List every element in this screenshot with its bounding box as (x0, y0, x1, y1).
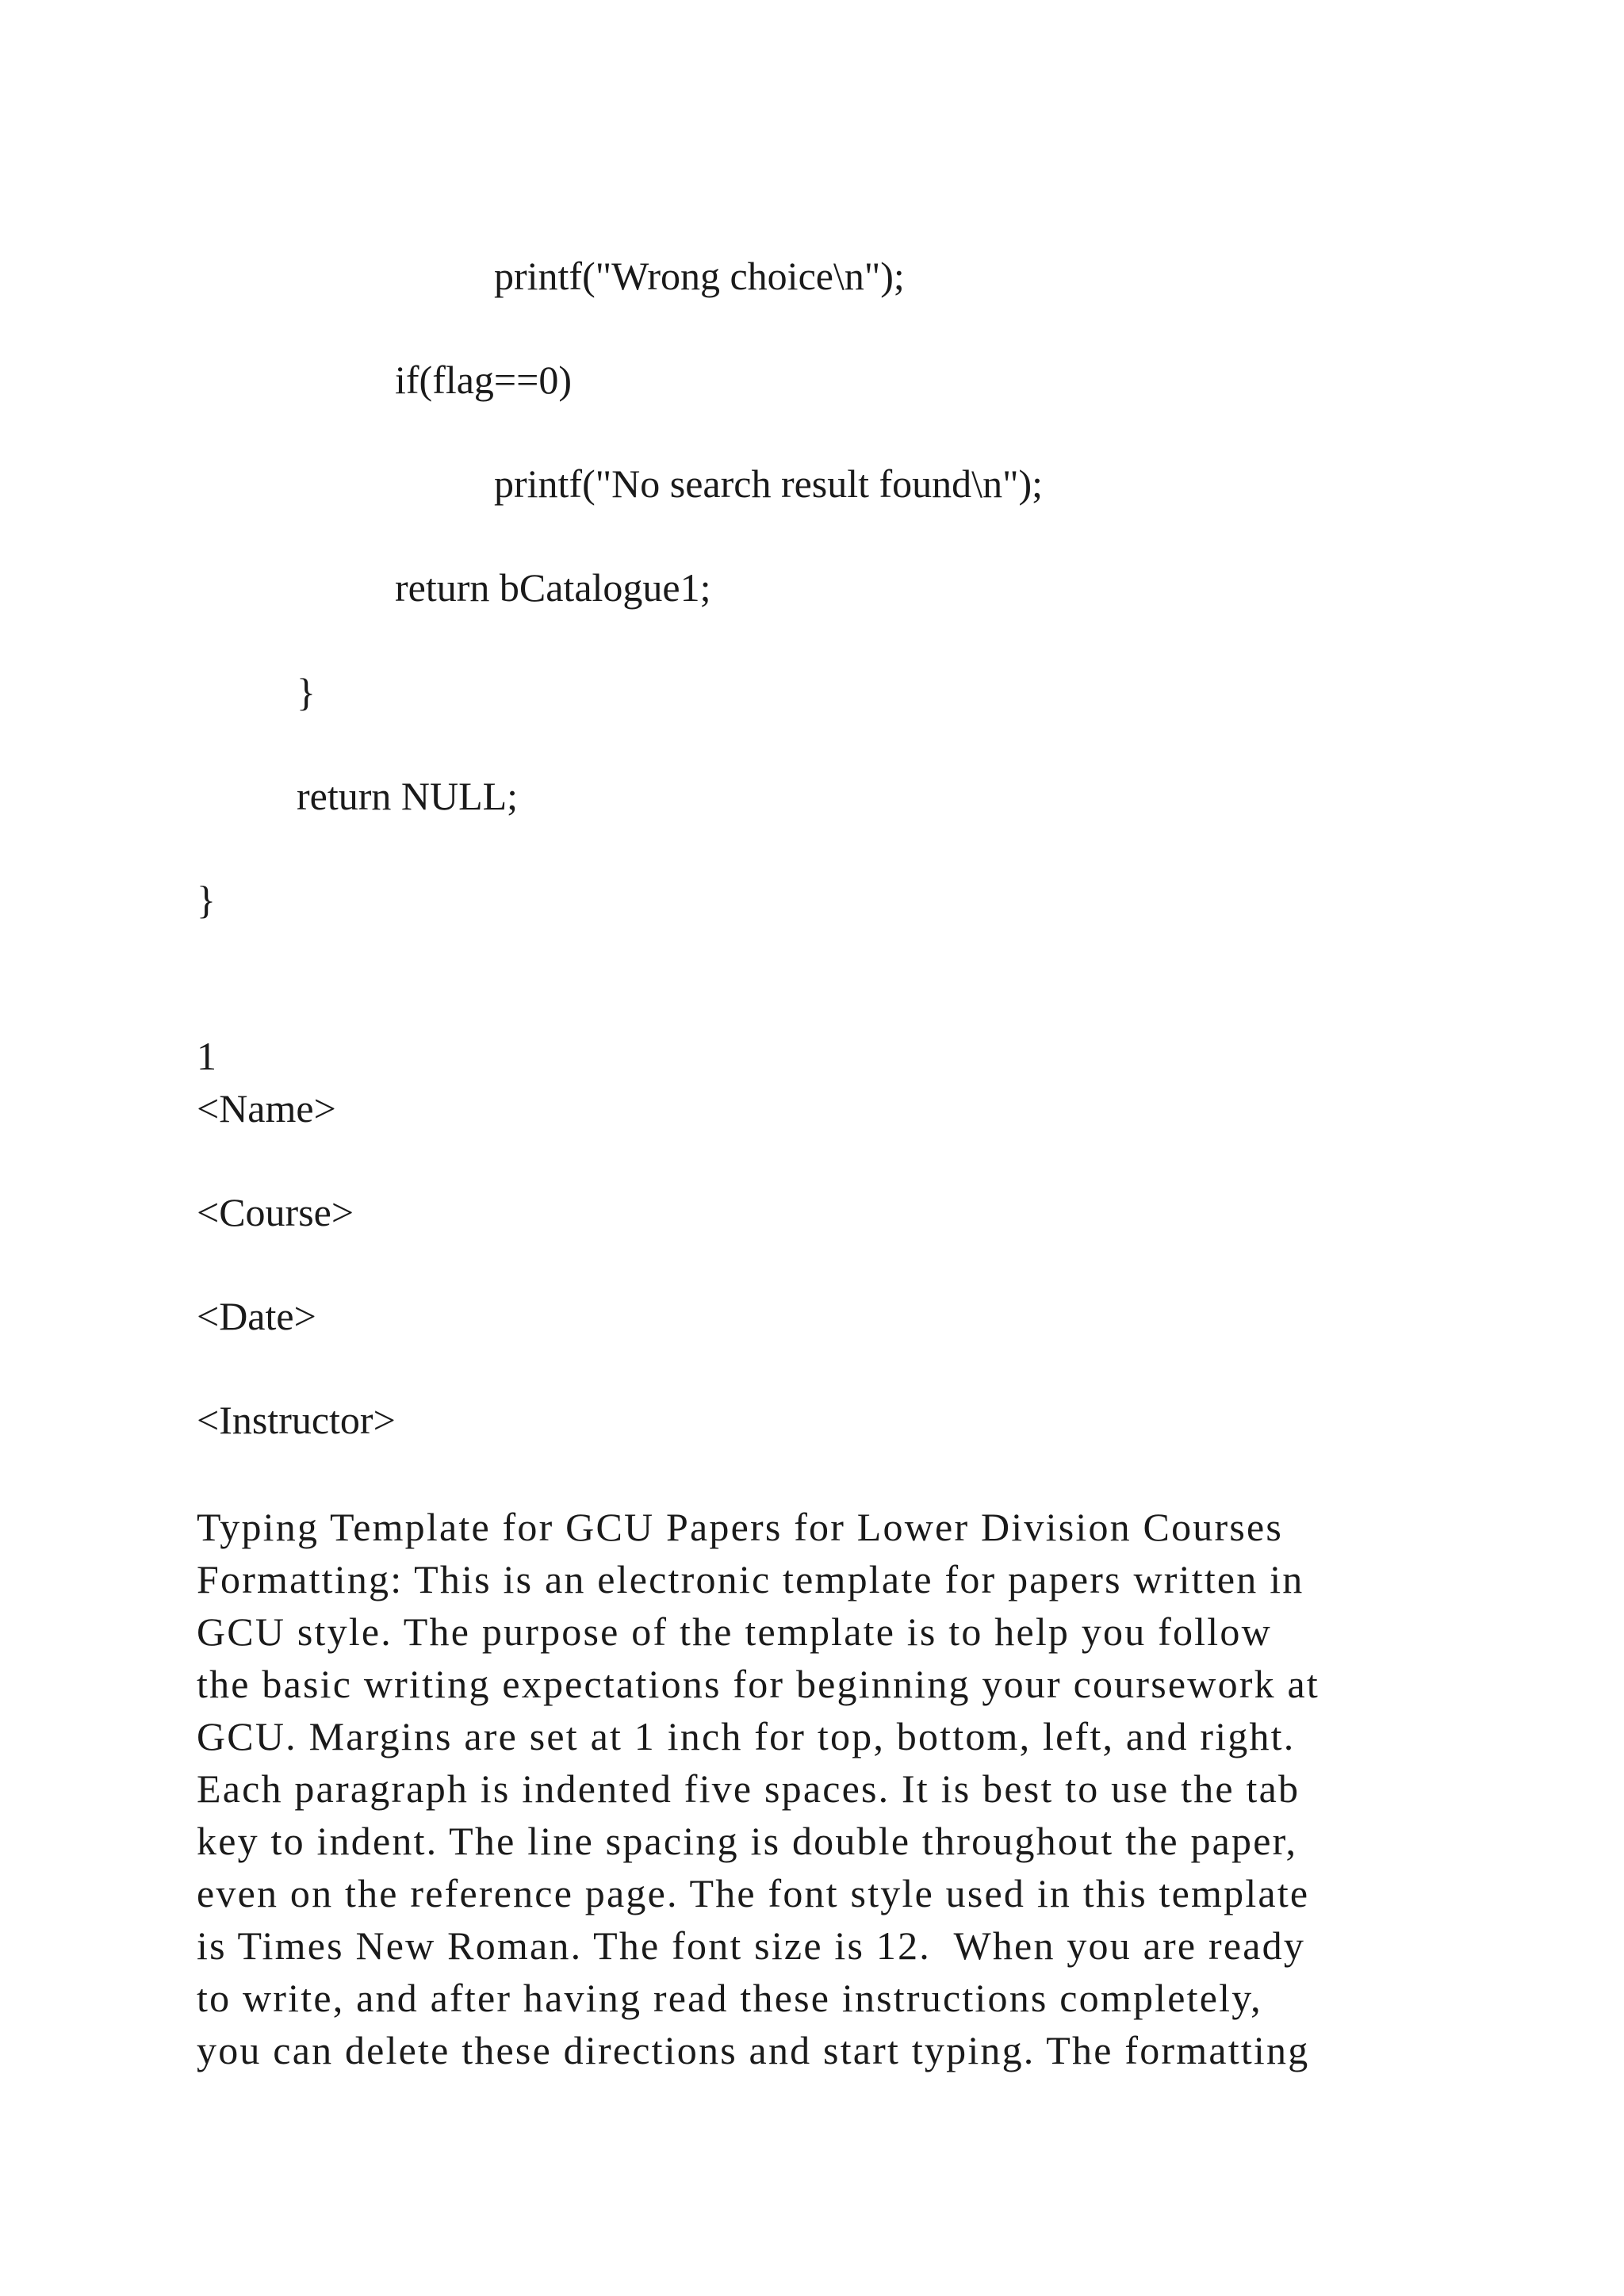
paragraph-line: even on the reference page. The font style used in this template (197, 1871, 1310, 1915)
date-field: <Date> (197, 1294, 316, 1338)
code-line: return bCatalogue1; (395, 565, 711, 610)
paragraph-line: Formatting: This is an electronic template for papers written in (197, 1557, 1304, 1601)
paragraph-line: you can delete these directions and start typing. The formatting (197, 2028, 1310, 2072)
page-number: 1 (197, 1034, 216, 1078)
paragraph-line: Each paragraph is indented five spaces. It is best to use the tab (197, 1766, 1300, 1811)
code-line: printf("Wrong choice\n"); (494, 254, 905, 298)
code-line: } (197, 878, 216, 922)
paragraph-line: the basic writing expectations for beginning your coursework at (197, 1662, 1320, 1706)
body-paragraph (197, 1501, 1481, 2076)
instructor-field: <Instructor> (197, 1398, 396, 1442)
name-field: <Name> (197, 1086, 336, 1131)
paragraph-line: is Times New Roman. The font size is 12. When you are ready (197, 1923, 1306, 1968)
course-field: <Course> (197, 1190, 354, 1234)
paragraph-line: to write, and after having read these instructions completely, (197, 1976, 1262, 2020)
paragraph-line: key to indent. The line spacing is double throughout the paper, (197, 1819, 1298, 1863)
paragraph-line: GCU style. The purpose of the template is to help you follow (197, 1609, 1272, 1654)
code-line: return NULL; (297, 774, 519, 818)
code-line: if(flag==0) (395, 358, 572, 402)
paragraph-line: Typing Template for GCU Papers for Lower Division Courses (197, 1505, 1284, 1549)
code-line: } (297, 670, 316, 714)
paragraph-line: GCU. Margins are set at 1 inch for top, bottom, left, and right. (197, 1714, 1296, 1758)
code-line: printf("No search result found\n"); (494, 461, 1044, 506)
